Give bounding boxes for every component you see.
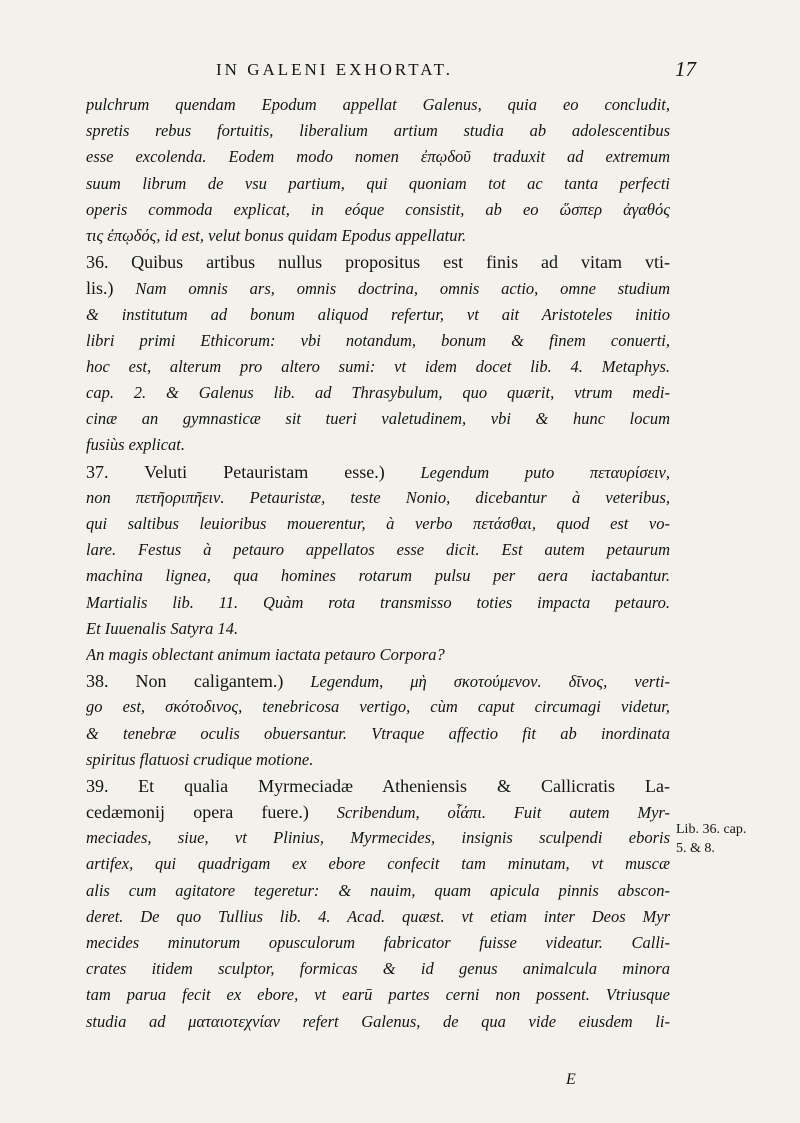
- note-number: 36.: [86, 252, 109, 273]
- commentary-text: esse excolenda. Eodem modo nomen ἐπῳδοῦ traduxit ad extremum: [86, 147, 670, 167]
- text-line: [86, 799, 670, 825]
- text-line: [86, 406, 670, 432]
- text-line: [86, 302, 670, 328]
- commentary-text: hoc est, alterum pro altero sumi: vt idem docet lib. 4. Metaphys.: [86, 356, 670, 376]
- commentary-text: go est, σκότοδινος, tenebricosa vertigo, cùm caput circumagi videtur,: [86, 697, 670, 717]
- text-line: [86, 773, 670, 799]
- commentary-text: Scribendum, οἷάπι. Fuit autem Myr-: [336, 803, 670, 823]
- text-line: [86, 694, 670, 720]
- text-line: [86, 721, 670, 747]
- commentary-text: cinæ an gymnasticæ sit tueri valetudinem, vbi & hunc locum: [86, 409, 670, 429]
- commentary-text: suum librum de vsu partium, qui quoniam tot ac tanta perfecti: [86, 173, 670, 193]
- commentary-text: pulchrum quendam Epodum appellat Galenus, quia eo concludit,: [86, 95, 670, 114]
- text-line: [86, 590, 670, 616]
- commentary-text: & tenebræ oculis obuersantur. Vtraque affectio fit ab inordinata: [86, 723, 670, 743]
- text-line: [86, 459, 670, 485]
- text-line: [86, 563, 670, 589]
- commentary-text: An magis oblectant animum iactata petauro Corpora?: [86, 644, 445, 664]
- commentary-text: Nam omnis ars, omnis doctrina, omnis actio, omne studium: [135, 279, 670, 299]
- page-number: 17: [675, 57, 696, 81]
- text-line: [86, 747, 670, 773]
- text-line: [86, 537, 670, 563]
- lemma-text: cedæmonij opera fuere.): [86, 802, 309, 823]
- commentary-text: & institutum ad bonum aliquod refertur, vt ait Aristoteles initio: [86, 304, 670, 324]
- commentary-text: fusiùs explicat.: [86, 435, 185, 455]
- text-line: [86, 223, 670, 249]
- note-number: 39.: [86, 775, 109, 796]
- text-line: [86, 432, 670, 458]
- body-text: [86, 92, 670, 1035]
- lemma-text: Veluti Petauristam esse.): [144, 461, 385, 482]
- commentary-text: non πετῆοριπῆειν. Petauristæ, teste Nonio, dicebantur à veteribus,: [86, 487, 670, 507]
- commentary-text: operis commoda explicat, in eóque consistit, ab eo ὥσπερ ἀγαθός: [86, 199, 670, 219]
- text-line: [86, 485, 670, 511]
- commentary-text: artifex, qui quadrigam ex ebore confecit tam minutam, vt muscæ: [86, 854, 670, 874]
- text-line: [86, 380, 670, 406]
- margin-note-line: Lib. 36. cap.: [676, 822, 747, 837]
- commentary-text: mecides minutorum opusculorum fabricator fuisse videatur. Calli-: [86, 933, 670, 952]
- lemma-text: Non caligantem.): [135, 671, 284, 692]
- commentary-text: spiritus flatuosi crudique motione.: [86, 749, 314, 769]
- commentary-text: Martialis lib. 11. Quàm rota transmisso toties impacta petauro.: [86, 592, 670, 612]
- text-line: [86, 354, 670, 380]
- lemma-text: Et qualia Myrmeciadæ Atheniensis & Callicratis La-: [138, 775, 670, 796]
- commentary-text: Legendum puto πεταυρίσειν,: [420, 462, 670, 482]
- text-line: [86, 197, 670, 223]
- lemma-text: lis.): [86, 278, 114, 299]
- text-line: [86, 275, 670, 301]
- commentary-text: spretis rebus fortuitis, liberalium artium studia ab adolescentibus: [86, 121, 670, 141]
- commentary-text: alis cum agitatore tegeretur: & nauim, quam apicula pinnis abscon-: [86, 880, 670, 900]
- commentary-text: libri primi Ethicorum: vbi notandum, bonum & finem conuerti,: [86, 330, 670, 350]
- page-header: [86, 57, 696, 86]
- commentary-text: lare. Festus à petauro appellatos esse dicit. Est autem petaurum: [86, 540, 670, 560]
- text-line: [86, 878, 670, 904]
- text-line: [86, 249, 670, 275]
- commentary-text: studia ad ματαιοτεχνίαν refert Galenus, de qua vide eiusdem li-: [86, 1011, 670, 1031]
- note-number: 38.: [86, 671, 109, 692]
- running-title: IN GALENI EXHORTAT.: [216, 60, 454, 79]
- text-line: [86, 171, 670, 197]
- commentary-text: cap. 2. & Galenus lib. ad Thrasybulum, quo quærit, vtrum medi-: [86, 383, 670, 403]
- commentary-text: τις ἐπῳδός, id est, velut bonus quidam Epodus appellatur.: [86, 225, 467, 245]
- text-line: [86, 616, 670, 642]
- text-line: [86, 328, 670, 354]
- text-line: [86, 956, 670, 982]
- text-line: [86, 92, 670, 118]
- text-line: [86, 1009, 670, 1035]
- commentary-text: qui saltibus leuioribus mouerentur, à verbo πετάσθαι, quod est vo-: [86, 514, 670, 533]
- margin-note-line: 5. & 8.: [676, 841, 715, 856]
- text-line: [86, 668, 670, 694]
- text-line: [86, 144, 670, 170]
- text-line: [86, 982, 670, 1008]
- margin-note: [676, 820, 786, 858]
- text-line: [86, 642, 670, 668]
- commentary-text: meciades, siue, vt Plinius, Myrmecides, insignis sculpendi eboris: [86, 828, 670, 848]
- text-line: [86, 904, 670, 930]
- commentary-text: machina lignea, qua homines rotarum pulsu per aera iactabantur.: [86, 566, 670, 586]
- commentary-text: tam parua fecit ex ebore, vt earū partes cerni non possent. Vtriusque: [86, 985, 670, 1005]
- text-line: [86, 118, 670, 144]
- catchword: E: [566, 1071, 576, 1088]
- commentary-text: crates itidem sculptor, formicas & id genus animalcula minora: [86, 959, 670, 979]
- commentary-text: Legendum, μὴ σκοτούμενον. δῖνος, verti-: [310, 672, 670, 692]
- lemma-text: Quibus artibus nullus propositus est finis ad vitam vti-: [131, 252, 670, 273]
- commentary-text: Et Iuuenalis Satyra 14.: [86, 618, 239, 638]
- text-line: [86, 511, 670, 537]
- text-line: [86, 930, 670, 956]
- note-number: 37.: [86, 461, 109, 482]
- commentary-text: deret. De quo Tullius lib. 4. Acad. quæst. vt etiam inter Deos Myr: [86, 906, 670, 926]
- text-line: [86, 851, 670, 877]
- text-line: [86, 825, 670, 851]
